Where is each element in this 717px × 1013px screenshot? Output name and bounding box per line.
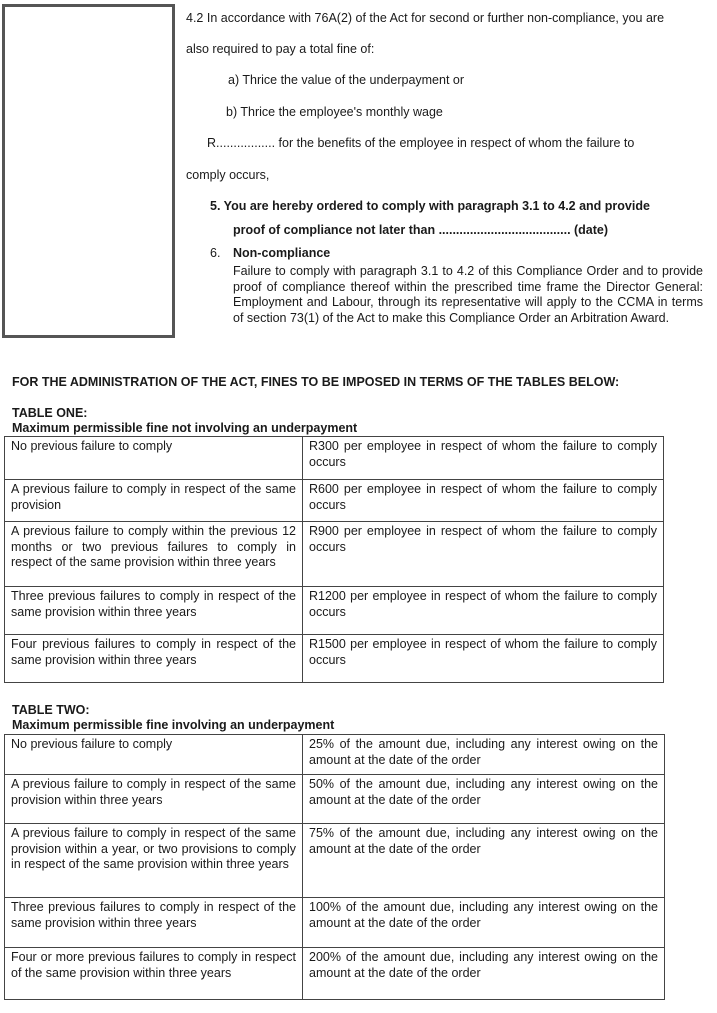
table-row xyxy=(5,898,665,948)
r-line: R................. for the benefits of the employee in respect of whom the failure to xyxy=(207,136,635,150)
condition-cell: A previous failure to comply in respect of the same provision within three years xyxy=(5,775,303,824)
r-line-2: comply occurs, xyxy=(186,168,270,182)
condition-cell: Four or more previous failures to comply in respect of the same provision within three years xyxy=(5,948,303,1000)
table-row xyxy=(5,635,664,683)
table-one-label: TABLE ONE: xyxy=(12,406,88,420)
table-row xyxy=(5,437,664,480)
condition-cell: Three previous failures to comply in respect of the same provision within three years xyxy=(5,587,303,635)
table-row xyxy=(5,735,665,775)
para-6-title: Non-compliance xyxy=(233,246,331,260)
table-row xyxy=(5,824,665,898)
table-one-subtitle: Maximum permissible fine not involving an underpayment xyxy=(12,421,358,435)
option-b: b) Thrice the employee's monthly wage xyxy=(226,105,443,119)
table-row xyxy=(5,775,665,824)
table-two-subtitle: Maximum permissible fine involving an underpayment xyxy=(12,718,335,732)
condition-cell: A previous failure to comply in respect of the same provision xyxy=(5,480,303,522)
para-5-line1: 5. You are hereby ordered to comply with paragraph 3.1 to 4.2 and provide xyxy=(210,199,650,213)
fine-cell: R1500 per employee in respect of whom the failure to comply occurs xyxy=(303,635,664,683)
fine-cell: R900 per employee in respect of whom the failure to comply occurs xyxy=(303,522,664,587)
option-a: a) Thrice the value of the underpayment or xyxy=(228,73,465,87)
fine-cell: R300 per employee in respect of whom the failure to comply occurs xyxy=(303,437,664,480)
table-row xyxy=(5,480,664,522)
fine-cell: 25% of the amount due, including any interest owing on the amount at the date of the order xyxy=(303,735,665,775)
fine-cell: 75% of the amount due, including any interest owing on the amount at the date of the order xyxy=(303,824,665,898)
table-row xyxy=(5,522,664,587)
stamp-box xyxy=(2,4,175,338)
table-two xyxy=(4,734,665,1000)
para-4-2-line2: also required to pay a total fine of: xyxy=(186,42,375,56)
condition-cell: No previous failure to comply xyxy=(5,437,303,480)
para-6-body: Failure to comply with paragraph 3.1 to 4.2 of this Compliance Order and to provide proof of compliance thereof within the prescribed time frame the Director General: Employment and Labour, through its representative will apply to the CCMA in terms of section 73(1) of the Act to make this Compliance Order an Arbitration Award. xyxy=(233,264,703,325)
para-5-line2: proof of compliance not later than ...................................... (date) xyxy=(233,223,609,237)
condition-cell: A previous failure to comply within the previous 12 months or two previous failures to comply in respect of the same provision within three years xyxy=(5,522,303,587)
para-6-number: 6. xyxy=(210,246,221,260)
table-one xyxy=(4,436,664,683)
fine-cell: 100% of the amount due, including any interest owing on the amount at the date of the order xyxy=(303,898,665,948)
condition-cell: Four previous failures to comply in respect of the same provision within three years xyxy=(5,635,303,683)
condition-cell: Three previous failures to comply in respect of the same provision within three years xyxy=(5,898,303,948)
para-4-2-line1: 4.2 In accordance with 76A(2) of the Act for second or further non-compliance, you are xyxy=(186,11,665,25)
fine-cell: 50% of the amount due, including any interest owing on the amount at the date of the order xyxy=(303,775,665,824)
table-row xyxy=(5,948,665,1000)
condition-cell: No previous failure to comply xyxy=(5,735,303,775)
table-row xyxy=(5,587,664,635)
condition-cell: A previous failure to comply in respect of the same provision within a year, or two provisions to comply in respect of the same provision within three years xyxy=(5,824,303,898)
fine-cell: R1200 per employee in respect of whom the failure to comply occurs xyxy=(303,587,664,635)
fine-cell: R600 per employee in respect of whom the failure to comply occurs xyxy=(303,480,664,522)
fine-cell: 200% of the amount due, including any interest owing on the amount at the date of the order xyxy=(303,948,665,1000)
table-two-label: TABLE TWO: xyxy=(12,703,90,717)
admin-heading: FOR THE ADMINISTRATION OF THE ACT, FINES TO BE IMPOSED IN TERMS OF THE TABLES BELOW: xyxy=(12,375,620,389)
